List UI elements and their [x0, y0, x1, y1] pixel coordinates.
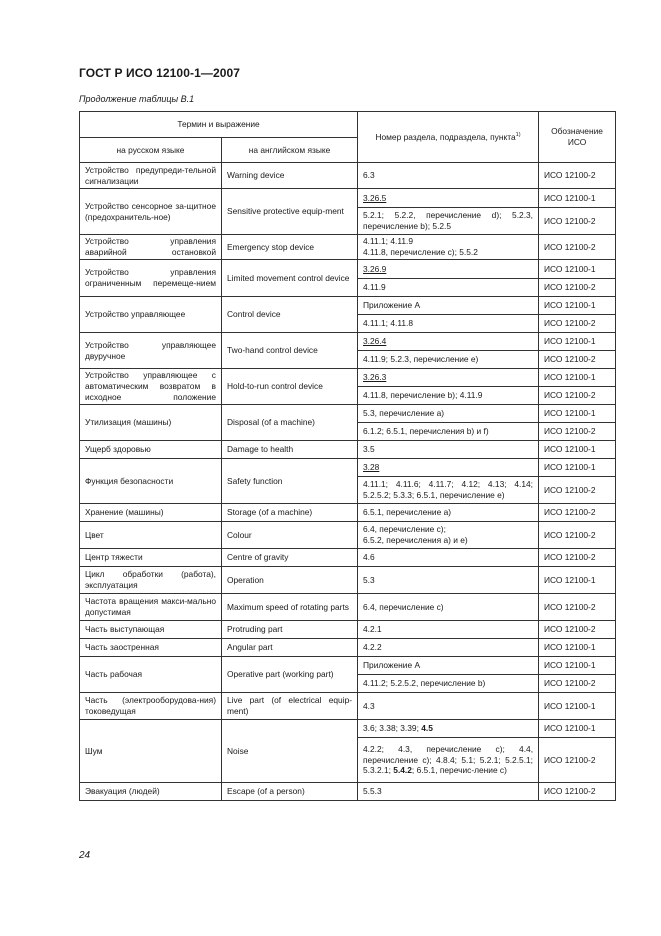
section-ref-text: 4.2.1: [363, 624, 382, 635]
term-ru: Эвакуация (людей): [80, 783, 222, 801]
table-caption: Продолжение таблицы В.1: [79, 94, 195, 104]
section-ref: [358, 423, 539, 441]
term-en: Colour: [222, 522, 358, 549]
iso-designation: ИСО 12100-1: [539, 189, 616, 208]
table-row: [80, 657, 616, 675]
section-ref-text: 5.3: [363, 574, 375, 585]
table-row: [80, 260, 616, 279]
section-ref: [358, 369, 539, 387]
section-ref-text: 6.4, перечисление с); 6.5.2, перечисления а) и е): [363, 524, 468, 545]
iso-designation: ИСО 12100-1: [539, 567, 616, 594]
section-ref-after: ; 6.5.1, перечис-ление с): [411, 765, 507, 776]
section-ref-text: 4.11.9: [363, 282, 386, 293]
term-ru: Частота вращения макси-мально допустимая: [80, 594, 222, 621]
section-ref: [358, 459, 539, 477]
term-en: Live part (of electrical equip-ment): [222, 693, 358, 720]
iso-designation: ИСО 12100-1: [539, 297, 616, 315]
page-number: 24: [79, 850, 91, 861]
section-ref-text: 4.2.2: [363, 642, 382, 653]
section-ref: [358, 333, 539, 351]
table-row: [80, 441, 616, 459]
table-row: [80, 369, 616, 387]
section-ref-text: 4.11.8, перечисление b); 4.11.9: [363, 390, 483, 401]
iso-designation: ИСО 12100-1: [539, 441, 616, 459]
term-en: Damage to health: [222, 441, 358, 459]
section-ref: [358, 720, 539, 738]
term-en: Protruding part: [222, 621, 358, 639]
section-ref: [358, 477, 539, 504]
table-row: [80, 567, 616, 594]
iso-designation: ИСО 12100-2: [539, 783, 616, 801]
iso-designation: ИСО 12100-2: [539, 235, 616, 260]
table-row: [80, 693, 616, 720]
section-ref: [358, 405, 539, 423]
iso-designation: ИСО 12100-2: [539, 675, 616, 693]
table-row: [80, 189, 616, 208]
iso-designation: ИСО 12100-2: [539, 594, 616, 621]
section-ref-text: 4.2.2; 4.3, перечисление с); 4.4, перечисление с); 4.8.4; 5.1; 5.2.1; 5.2.5.1; 5.3.2.1;: [363, 743, 534, 776]
term-en: Centre of gravity: [222, 549, 358, 567]
table-row: [80, 459, 616, 477]
table-row: [80, 163, 616, 189]
iso-designation: ИСО 12100-2: [539, 279, 616, 297]
section-ref-text: 5.3, перечисление а): [363, 408, 445, 419]
iso-designation: ИСО 12100-1: [539, 639, 616, 657]
term-ru: Центр тяжести: [80, 549, 222, 567]
iso-designation: ИСО 12100-1: [539, 459, 616, 477]
section-ref-text: 6.5.1, перечисление а): [363, 507, 452, 518]
term-en: Operation: [222, 567, 358, 594]
section-ref-text: Приложение А: [363, 300, 421, 311]
iso-designation: ИСО 12100-2: [539, 621, 616, 639]
section-ref-text: Приложение А: [363, 660, 421, 671]
term-en: Hold-to-run control device: [222, 369, 358, 405]
section-ref-text: 6.4, перечисление с): [363, 601, 444, 612]
section-ref-text: 3.26.4: [363, 336, 387, 347]
section-ref-bold: 4.5: [421, 723, 433, 734]
table-row: [80, 235, 616, 260]
terms-table: [79, 111, 616, 801]
section-ref: [358, 675, 539, 693]
term-en: Control device: [222, 297, 358, 333]
section-ref: [358, 549, 539, 567]
term-ru: Часть выступающая: [80, 621, 222, 639]
iso-designation: ИСО 12100-2: [539, 504, 616, 522]
section-ref: [358, 189, 539, 208]
section-ref-text: 3.26.9: [363, 263, 387, 274]
term-en: Angular part: [222, 639, 358, 657]
document-title: ГОСТ Р ИСО 12100-1—2007: [79, 66, 241, 80]
section-ref: [358, 738, 539, 783]
iso-designation: ИСО 12100-1: [539, 693, 616, 720]
header-ru: на русском языке: [80, 138, 222, 163]
term-ru: Цвет: [80, 522, 222, 549]
term-ru: Устройство управляющее двуручное: [80, 333, 222, 369]
term-ru: Хранение (машины): [80, 504, 222, 522]
section-ref: [358, 315, 539, 333]
term-ru: Часть (электрооборудова-ния) токоведущая: [80, 693, 222, 720]
term-en: Safety function: [222, 459, 358, 504]
iso-designation: ИСО 12100-2: [539, 423, 616, 441]
section-ref: [358, 657, 539, 675]
section-ref-text: 4.6: [363, 552, 375, 563]
section-ref: [358, 279, 539, 297]
section-ref-text: 3.5: [363, 444, 375, 455]
section-ref: [358, 594, 539, 621]
section-ref: [358, 387, 539, 405]
table-row: [80, 522, 616, 549]
section-ref: [358, 504, 539, 522]
section-ref-text: 6.1.2; 6.5.1, перечисления b) и f): [363, 426, 489, 437]
section-ref-text: 3.28: [363, 462, 380, 473]
table-row: [80, 594, 616, 621]
term-ru: Цикл обработки (работа), эксплуатация: [80, 567, 222, 594]
iso-designation: ИСО 12100-2: [539, 549, 616, 567]
iso-designation: ИСО 12100-2: [539, 477, 616, 504]
iso-designation: ИСО 12100-1: [539, 333, 616, 351]
section-ref-text: 6.3: [363, 170, 375, 181]
table-row: [80, 333, 616, 351]
table-row: [80, 639, 616, 657]
iso-designation: ИСО 12100-2: [539, 387, 616, 405]
section-ref-text: 4.11.1; 4.11.6; 4.11.7; 4.12; 4.13; 4.14; 5.2.5.2; 5.3.3; 6.5.1, перечисление е): [363, 479, 534, 500]
section-ref: [358, 260, 539, 279]
section-ref: [358, 297, 539, 315]
section-ref-text: 4.11.1; 4.11.8: [363, 318, 413, 329]
term-ru: Утилизация (машины): [80, 405, 222, 441]
iso-designation: ИСО 12100-2: [539, 351, 616, 369]
iso-designation: ИСО 12100-1: [539, 369, 616, 387]
table-row: [80, 504, 616, 522]
table-row: [80, 621, 616, 639]
section-ref: [358, 351, 539, 369]
iso-designation: ИСО 12100-2: [539, 522, 616, 549]
section-ref: [358, 163, 539, 189]
section-ref: [358, 783, 539, 801]
section-ref: [358, 639, 539, 657]
section-ref-text: 4.11.9; 5.2.3, перечисление е): [363, 354, 479, 365]
section-ref: [358, 208, 539, 235]
term-en: Disposal (of a machine): [222, 405, 358, 441]
term-en: Maximum speed of rotating parts: [222, 594, 358, 621]
section-ref: [358, 235, 539, 260]
term-ru: Устройство управления ограниченным перемеще-нием: [80, 260, 222, 297]
section-ref-text: 4.11.2; 5.2.5.2, перечисление b): [363, 678, 486, 689]
table-row: [80, 720, 616, 738]
table-row: [80, 783, 616, 801]
term-ru: Часть заостренная: [80, 639, 222, 657]
term-ru: Ущерб здоровью: [80, 441, 222, 459]
header-en: на английском языке: [222, 138, 358, 163]
table-row: [80, 297, 616, 315]
section-ref-text: 3.6; 3.38; 3.39;: [363, 723, 422, 734]
term-ru: Функция безопасности: [80, 459, 222, 504]
section-ref: [358, 567, 539, 594]
section-ref: [358, 522, 539, 549]
term-en: Noise: [222, 720, 358, 783]
iso-designation: ИСО 12100-1: [539, 657, 616, 675]
section-ref-text: 5.5.3: [363, 786, 382, 797]
term-en: Escape (of a person): [222, 783, 358, 801]
term-en: Warning device: [222, 163, 358, 189]
iso-designation: ИСО 12100-2: [539, 315, 616, 333]
section-ref-text: 3.26.3: [363, 372, 387, 383]
header-term: Термин и выражение: [80, 112, 358, 138]
table-row: [80, 405, 616, 423]
term-en: Sensitive protective equip-ment: [222, 189, 358, 235]
section-ref-text: 4.3: [363, 700, 375, 711]
section-ref-text: 4.11.1; 4.11.9 4.11.8, перечисление с); 5.5.2: [363, 236, 478, 257]
term-en: Limited movement control device: [222, 260, 358, 297]
section-ref: [358, 621, 539, 639]
term-ru: Шум: [80, 720, 222, 783]
term-ru: Устройство предупреди-тельной сигнализации: [80, 163, 222, 189]
section-ref-text: 5.2.1; 5.2.2, перечисление d); 5.2.3, перечисление b); 5.2.5: [363, 210, 534, 231]
term-en: Storage (of a machine): [222, 504, 358, 522]
iso-designation: ИСО 12100-2: [539, 163, 616, 189]
header-section: Номер раздела, подраздела, пункта$^{1)}$: [358, 112, 539, 163]
term-ru: Устройство управления аварийной остановкой: [80, 235, 222, 260]
term-ru: Устройство сенсорное за-щитное (предохранитель-ное): [80, 189, 222, 235]
term-en: Operative part (working part): [222, 657, 358, 693]
term-en: Emergency stop device: [222, 235, 358, 260]
iso-designation: ИСО 12100-1: [539, 405, 616, 423]
term-ru: Часть рабочая: [80, 657, 222, 693]
section-ref-text: 3.26.5: [363, 192, 387, 203]
iso-designation: ИСО 12100-1: [539, 720, 616, 738]
term-en: Two-hand control device: [222, 333, 358, 369]
term-ru: Устройство управляющее: [80, 297, 222, 333]
header-iso: Обозначение ИСО: [539, 112, 616, 163]
iso-designation: ИСО 12100-1: [539, 260, 616, 279]
section-ref: [358, 441, 539, 459]
term-ru: Устройство управляющее с автоматическим возвратом в исходное положение: [80, 369, 222, 405]
iso-designation: ИСО 12100-2: [539, 738, 616, 783]
section-ref-bold: 5.4.2: [393, 765, 412, 776]
section-ref: [358, 693, 539, 720]
iso-designation: ИСО 12100-2: [539, 208, 616, 235]
table-row: [80, 549, 616, 567]
